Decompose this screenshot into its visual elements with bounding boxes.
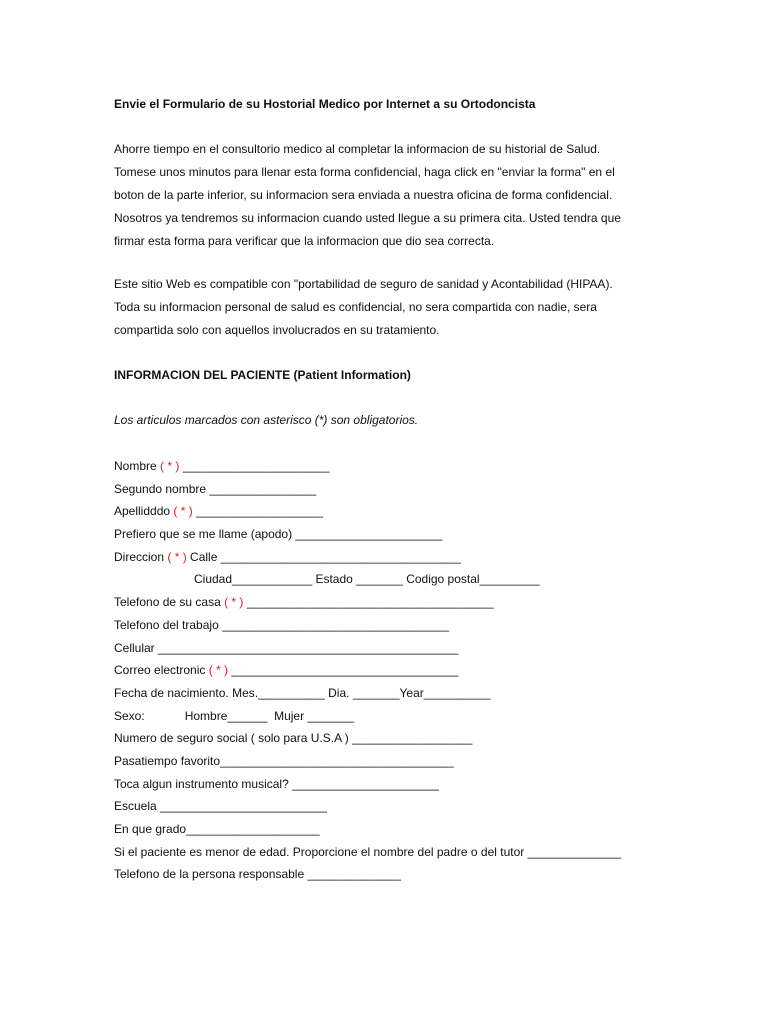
- document-title: Envie el Formulario de su Hostorial Medico por Internet a su Ortodoncista: [114, 97, 536, 111]
- field-blank: ___________________: [192, 504, 323, 519]
- field-label: Fecha de nacimiento. Mes.__________ Dia. _______Year__________: [114, 685, 491, 700]
- field-instrumento[interactable]: [114, 773, 621, 796]
- field-blank: Calle ____________________________________: [186, 549, 461, 564]
- required-mark: ( * ): [167, 549, 187, 564]
- field-label: Ciudad____________ Estado _______ Codigo postal_________: [194, 572, 540, 587]
- field-grado[interactable]: [114, 818, 621, 841]
- field-label: Sexo: Hombre______ Mujer _______: [114, 708, 355, 723]
- field-apellido[interactable]: [114, 500, 621, 523]
- intro-line: Ahorre tiempo en el consultorio medico al completar la informacion de su historial de Salud.: [114, 142, 601, 156]
- field-nombre[interactable]: [114, 455, 621, 478]
- field-tel-trabajo[interactable]: [114, 614, 621, 637]
- intro-line: firmar esta forma para verificar que la informacion que dio sea correcta.: [114, 234, 495, 248]
- field-label: Cellular _____________________________________________: [114, 640, 459, 655]
- required-mark: ( * ): [208, 663, 229, 678]
- intro-line: Tomese unos minutos para llenar esta forma confidencial, haga click en "enviar la forma" en el: [114, 165, 615, 179]
- patient-form: [114, 455, 621, 886]
- field-label: En que grado____________________: [114, 822, 320, 836]
- field-sexo[interactable]: [114, 705, 621, 728]
- hipaa-paragraph: [114, 273, 613, 342]
- field-label: Escuela _________________________: [114, 799, 327, 814]
- field-escuela[interactable]: [114, 795, 621, 818]
- field-label: Correo electronic: [114, 663, 209, 678]
- field-label: Pasatiempo favorito___________________________________: [114, 753, 454, 768]
- hipaa-line: Este sitio Web es compatible con "portabilidad de seguro de sanidad y Acontabilidad (HIPAA).: [114, 277, 613, 291]
- field-label: Segundo nombre ________________: [114, 481, 317, 496]
- hipaa-line: Toda su informacion personal de salud es confidencial, no sera compartida con nadie, sera: [114, 300, 597, 314]
- field-label: Direccion: [114, 549, 168, 564]
- intro-line: boton de la parte inferior, su informacion sera enviada a nuestra oficina de forma confidencial.: [114, 188, 613, 202]
- field-label: Prefiero que se me llame (apodo) ______________________: [114, 527, 443, 542]
- field-label: Toca algun instrumento musical? ______________________: [114, 776, 439, 791]
- field-fecha[interactable]: [114, 682, 621, 705]
- field-label: Nombre: [114, 459, 161, 473]
- field-label: Telefono de la persona responsable ______________: [114, 867, 401, 882]
- required-mark: ( * ): [173, 504, 193, 519]
- intro-paragraph: [114, 138, 621, 253]
- field-cellular[interactable]: [114, 637, 621, 660]
- field-padre-tutor[interactable]: [114, 841, 621, 864]
- field-direccion[interactable]: [114, 546, 621, 569]
- required-note: Los articulos marcados con asterisco (*) son obligatorios.: [114, 413, 419, 427]
- field-segundo-nombre[interactable]: [114, 478, 621, 501]
- field-tel-casa[interactable]: [114, 591, 621, 614]
- required-mark: ( * ): [160, 459, 180, 473]
- field-correo[interactable]: [114, 659, 621, 682]
- field-label: Apellidddo: [114, 504, 174, 519]
- field-label: Telefono de su casa: [114, 595, 225, 610]
- field-apodo[interactable]: [114, 523, 621, 546]
- field-label: Numero de seguro social ( solo para U.S.A ) __________________: [114, 731, 473, 746]
- field-blank: ______________________: [179, 459, 330, 473]
- required-mark: ( * ): [224, 595, 244, 610]
- field-tel-responsable[interactable]: [114, 863, 621, 886]
- intro-line: Nosotros ya tendremos su informacion cuando usted llegue a su primera cita. Usted tendra que: [114, 211, 621, 225]
- field-blank: _____________________________________: [243, 595, 494, 610]
- section-title: INFORMACION DEL PACIENTE (Patient Information): [114, 368, 411, 382]
- field-blank: __________________________________: [228, 663, 459, 678]
- hipaa-line: compartida solo con aquellos involucrados en su tratamiento.: [114, 323, 440, 337]
- field-ciudad-estado[interactable]: [114, 568, 621, 591]
- field-label: Telefono del trabajo __________________________________: [114, 617, 449, 632]
- field-seguro-social[interactable]: [114, 727, 621, 750]
- field-label: Si el paciente es menor de edad. Proporcione el nombre del padre o del tutor ______________: [114, 844, 622, 859]
- field-pasatiempo[interactable]: [114, 750, 621, 773]
